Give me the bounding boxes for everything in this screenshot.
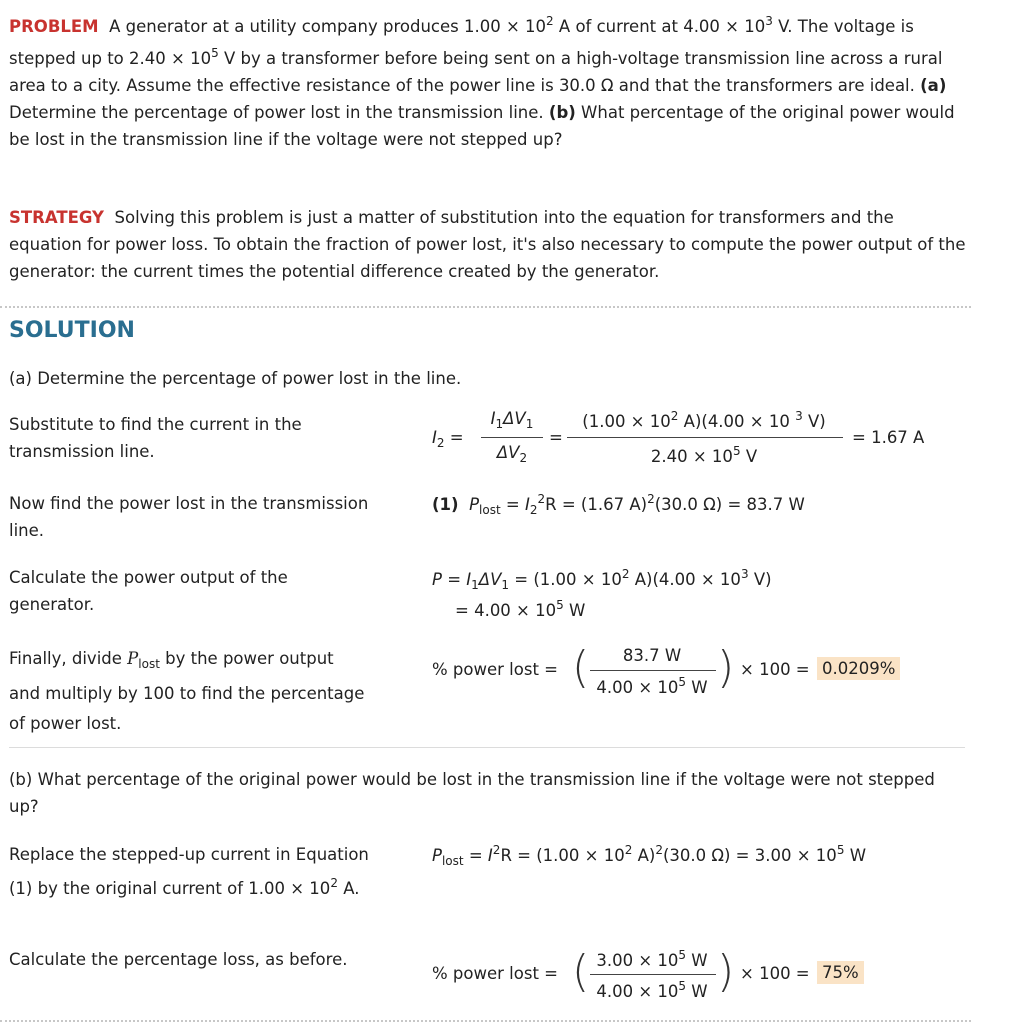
section-divider xyxy=(0,306,971,308)
step-a4-description: Finally, divide $P_{lost}$ by the power output and multiply by 100 to find the percentage of power lost. xyxy=(9,649,365,733)
step-a1-description: Substitute to find the current in the transmission line. xyxy=(9,415,302,461)
problem-label: PROBLEM xyxy=(9,17,99,36)
step-a1-frac2-num: ($1.00 \times 10^2$ A)(4.00 × 10 $^3$ V) xyxy=(582,409,826,431)
step-a3-result: = $4.00 \times 10^5$ W xyxy=(455,598,586,620)
part-b-question: (b) What percentage of the original power would be lost in the transmission line if the voltage were not stepped up? xyxy=(9,770,935,816)
step-a4-frac-bar xyxy=(590,670,716,671)
right-paren: ) xyxy=(717,642,735,693)
step-a1-eq: = xyxy=(549,428,563,447)
step-a4-den: $4.00 \times 10^5$ W xyxy=(596,675,708,697)
step-b2-times: × 100 = xyxy=(740,964,810,983)
step-a1-frac1-num: $I_1\Delta V_1$ xyxy=(490,409,534,431)
step-a1-frac2-bar xyxy=(567,437,843,438)
step-b2-frac-bar xyxy=(590,974,716,975)
part-a-question: (a) Determine the percentage of power lost in the line. xyxy=(9,369,462,388)
step-b2-den: $4.00 \times 10^5$ W xyxy=(596,979,708,1001)
step-a1-frac2-den: $2.40 \times 10^5$ V xyxy=(650,444,758,466)
left-paren: ( xyxy=(572,642,590,693)
answer-a-highlight: 0.0209% xyxy=(817,657,900,680)
step-a1-result: = 1.67 A xyxy=(852,428,925,447)
strategy-statement: STRATEGY Solving this problem is just a matter of substitution into the equation for transformers and the equation for power loss. To obtain the fraction of power lost, it's also necessary to compute the power output of the generator: the current times the potential difference created by the generator. xyxy=(9,208,966,281)
step-a4-num: 83.7 W xyxy=(622,646,682,665)
step-a1-frac1-den: $\Delta V_2$ xyxy=(496,443,528,465)
step-b2-description: Calculate the percentage loss, as before. xyxy=(9,950,348,969)
left-paren: ( xyxy=(572,946,590,997)
step-b2-lhs: % power lost = xyxy=(432,964,558,983)
answer-b-highlight: 75% xyxy=(817,961,864,984)
step-a1-frac1-bar xyxy=(481,437,543,438)
step-b1-description: Replace the stepped-up current in Equation (1) by the original current of $1.00 \times 10^2$ A. xyxy=(9,845,369,898)
step-a2-equation: (1) $P_{lost} = I_2^2R = (1.67$ A)$^2$(30.0 Ω) = 83.7 W xyxy=(432,492,805,517)
step-b1-equation: $P_{lost} = I^2R = (1.00 \times 10^2$ A)$^2$(30.0 $\Omega) = 3.00 \times 10^5$ W xyxy=(432,843,867,868)
equation-number: (1) xyxy=(432,495,459,514)
part-divider xyxy=(9,747,965,748)
step-a3-description: Calculate the power output of the generator. xyxy=(9,568,288,614)
solution-heading: SOLUTION xyxy=(9,318,135,343)
step-b2-num: $3.00 \times 10^5$ W xyxy=(596,948,708,970)
step-a4-lhs: % power lost = xyxy=(432,660,558,679)
step-a1-lhs: $I_2$ = xyxy=(432,428,464,450)
step-a2-description: Now find the power lost in the transmission line. xyxy=(9,494,369,540)
step-a4-times: × 100 = xyxy=(740,660,810,679)
bottom-divider xyxy=(0,1020,971,1022)
right-paren: ) xyxy=(717,946,735,997)
problem-statement: PROBLEM A generator at a utility company produces $1.00 \times 10^2$ A of current at $4.00 \times 10^3$ V. The voltage is stepped up to $2.40 \times 10^5$ V by a transformer before being sent on a high-voltage transmission line across a rural area to a city. Assume the effective resistance of the power line is 30.0 Ω and that the transformers are ideal. (a) Determine the percentage of power lost in the transmission line. (b) What percentage of the original power would be lost in the transmission line if the voltage were not stepped up? xyxy=(9,14,955,149)
step-a3-equation: $P = I_1\Delta V_1 = (1.00 \times 10^2$ $A)(4.00 \times 10^3$ V) xyxy=(432,567,772,592)
strategy-label: STRATEGY xyxy=(9,208,104,227)
